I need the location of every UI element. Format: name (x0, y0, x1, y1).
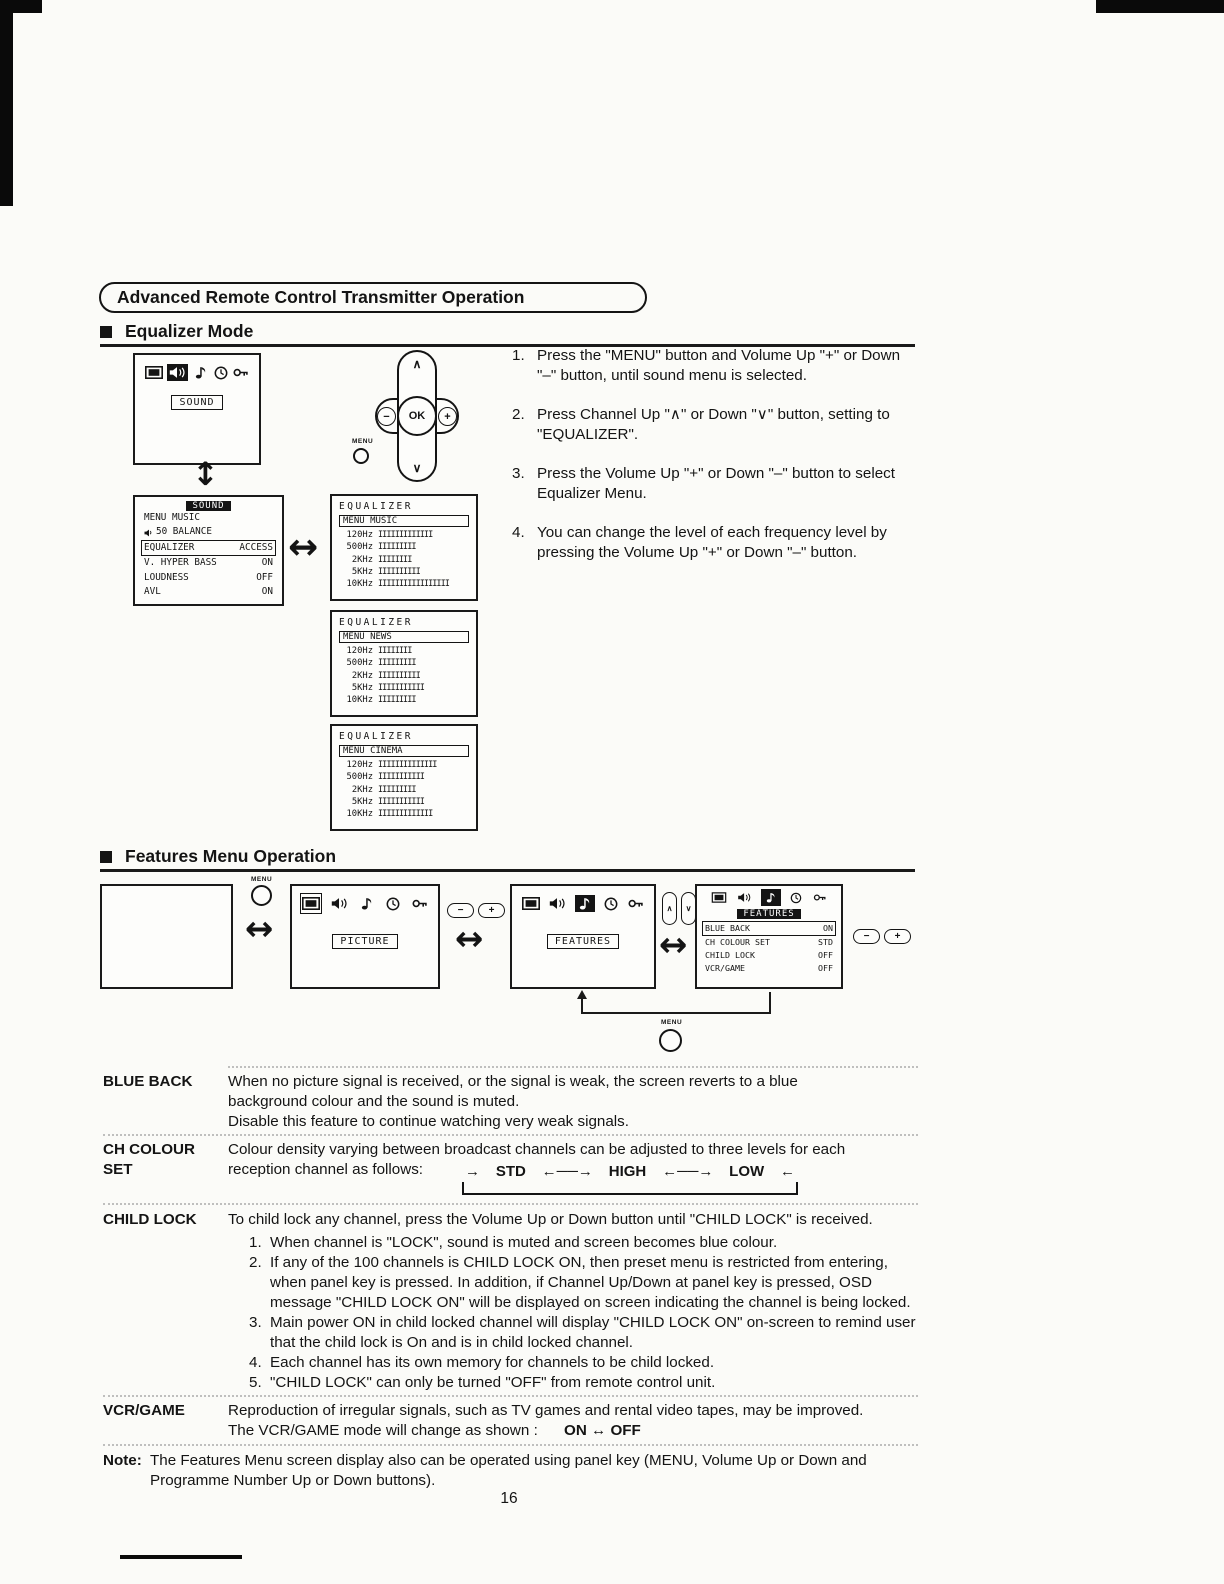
square-bullet-icon (100, 851, 112, 863)
features-menu-title: FEATURES (737, 909, 800, 919)
step-item (512, 346, 920, 386)
menu-button[interactable] (251, 885, 272, 906)
note-text: The Features Menu screen display also can be operated using panel key (MENU, Volume Up or Down and Programme Number Up or Down buttons). (150, 1452, 867, 1490)
scan-artifact (1096, 0, 1224, 13)
osd-menu-row (703, 949, 835, 962)
timer-icon (603, 895, 619, 912)
osd-menu-row (142, 571, 275, 585)
osd-row-label: LOUDNESS (144, 571, 189, 583)
item-text: If any of the 100 channels is CHILD LOCK ON, then preset menu is restricted from entering, when panel key is pressed. In addition, if Channel Up/Down at panel key is pressed, OSD message "CHILD LOCK ON" will be displayed on screen indicating the channel is being locked. (270, 1254, 911, 1312)
osd-menu-row (703, 936, 835, 949)
item-number: 1. (249, 1234, 262, 1251)
eq-band-row: 10KHz IIIIIIIII (346, 695, 416, 706)
step-number: 4. (512, 524, 525, 542)
blue-back-description (228, 1072, 876, 1133)
channel-down-button[interactable]: ∨ (681, 892, 696, 925)
step-item (512, 464, 920, 504)
dotted-divider (228, 1066, 918, 1068)
section-heading-features-menu (100, 846, 336, 867)
osd-menu-row-selected (141, 540, 276, 556)
osd-row-value: STD (818, 936, 833, 947)
dotted-divider (103, 1203, 918, 1205)
page-title-text: Advanced Remote Control Transmitter Operation (117, 287, 525, 307)
timer-icon (385, 895, 401, 912)
osd-menu-row (142, 511, 275, 525)
osd-row-value: ON (823, 923, 833, 933)
picture-icon (145, 364, 163, 381)
dotted-divider (103, 1395, 918, 1397)
picture-icon (522, 895, 540, 912)
osd-row-value: ON (261, 586, 273, 598)
osd-row-label: CHILD LOCK (705, 949, 755, 960)
description-line: Reproduction of irregular signals, such as TV games and rental video tapes, may be improved. (228, 1402, 864, 1419)
osd-icon-bar (512, 886, 654, 912)
menu-button[interactable] (353, 448, 369, 464)
equalizer-osd-cinema (330, 724, 478, 831)
step-text: You can change the level of each frequency level by pressing the Volume Up "+" or Down "–" button. (537, 524, 887, 562)
step-text: Press the Volume Up "+" or Down "–" button to select Equalizer Menu. (537, 465, 895, 503)
arrow-left-icon: ← (780, 1163, 795, 1180)
step-item (512, 405, 920, 445)
features-menu-screen (695, 884, 843, 989)
left-right-arrow: ↔ (659, 925, 688, 965)
features-icon (761, 889, 781, 906)
volume-down-button[interactable]: − (377, 407, 396, 426)
equalizer-menu-name: MENU MUSIC (339, 515, 469, 527)
volume-up-button[interactable]: + (478, 903, 505, 918)
item-text: "CHILD LOCK" can only be turned "OFF" from remote control unit. (270, 1374, 716, 1392)
mode-change-text: The VCR/GAME mode will change as shown : (228, 1422, 538, 1440)
timer-icon (213, 364, 229, 381)
features-osd-screen (510, 884, 656, 989)
osd-row-label: MENU MUSIC (144, 512, 200, 523)
step-text: Press Channel Up "∧" or Down "∨" button, setting to "EQUALIZER". (537, 406, 890, 444)
osd-title: EQUALIZER (339, 617, 413, 628)
left-right-arrow: ↔ (455, 919, 484, 959)
left-right-arrow: ↔ (245, 909, 274, 949)
osd-icon-bar (135, 355, 259, 381)
osd-row-value: OFF (256, 571, 273, 583)
dotted-divider (103, 1134, 918, 1136)
sound-menu-screen (133, 495, 284, 606)
features-icon (193, 364, 209, 381)
step-number: 1. (512, 347, 525, 364)
note-label: Note: (103, 1452, 142, 1469)
timer-icon (788, 889, 804, 906)
ch-colour-cycle-diagram (462, 1164, 798, 1195)
menu-button[interactable] (659, 1029, 682, 1052)
sound-icon (167, 364, 188, 381)
menu-button-label: MENU (251, 876, 273, 883)
section-heading-text: Features Menu Operation (125, 846, 337, 866)
picture-icon (302, 895, 320, 912)
level-std: STD (495, 1163, 526, 1180)
description-line: When no picture signal is received, or the signal is weak, the screen reverts to a blue background colour and the sound is muted. (228, 1073, 798, 1111)
term-line: CH COLOUR (103, 1141, 195, 1158)
child-lock-list (249, 1233, 917, 1394)
osd-menu-row-selected (702, 921, 836, 936)
page-title (99, 282, 647, 313)
eq-band-row: 5KHz IIIIIIIIII (351, 566, 420, 577)
channel-buttons (662, 892, 696, 925)
item-text: When channel is "LOCK", sound is muted and screen becomes blue colour. (270, 1234, 778, 1251)
item-number: 2. (249, 1254, 262, 1272)
osd-menu-row (142, 525, 275, 539)
volume-buttons (447, 903, 505, 918)
volume-down-button[interactable]: − (853, 929, 880, 944)
osd-menu-row (703, 962, 835, 975)
scan-artifact (0, 8, 13, 206)
cycle-text (462, 1164, 798, 1181)
equalizer-menu-name: MENU NEWS (339, 631, 469, 643)
step-item (512, 523, 920, 563)
sound-icon (549, 895, 566, 912)
osd-row-label: CH COLOUR SET (705, 936, 770, 947)
eq-band-row: 5KHz IIIIIIIIIII (351, 796, 424, 807)
note-block (103, 1451, 903, 1491)
menu-button-label: MENU (352, 438, 374, 445)
balance-speaker-icon (144, 528, 153, 537)
volume-buttons (853, 929, 911, 944)
term-child-lock: CHILD LOCK (103, 1211, 197, 1228)
term-ch-colour-set (103, 1140, 195, 1180)
level-low: LOW (729, 1163, 765, 1180)
scan-artifact (120, 1555, 242, 1559)
left-right-arrow: ↔ (288, 527, 319, 568)
level-high: HIGH (608, 1163, 647, 1180)
remote-control-pad (375, 350, 459, 482)
eq-band-row: 500Hz IIIIIIIII (346, 658, 416, 669)
connector-line (581, 1012, 771, 1014)
item-number: 5. (249, 1374, 262, 1392)
item-number: 4. (249, 1354, 262, 1372)
osd-row-label: BLUE BACK (705, 923, 750, 933)
install-icon (812, 889, 828, 906)
channel-up-button[interactable]: ∧ (662, 892, 677, 925)
description-line (228, 1421, 920, 1441)
osd-row-label: V. HYPER BASS (144, 557, 217, 569)
item-text: Each channel has its own memory for channels to be child locked. (270, 1354, 715, 1372)
osd-features-label: FEATURES (547, 934, 619, 949)
osd-menu-row (142, 585, 275, 599)
install-icon (233, 364, 249, 381)
eq-band-row: 2KHz IIIIIIIIII (351, 670, 420, 681)
eq-band-row: 10KHz IIIIIIIIIIIIIIIII (346, 579, 449, 590)
item-number: 3. (249, 1314, 262, 1332)
equalizer-osd-news (330, 610, 478, 717)
osd-row-label: EQUALIZER (144, 541, 195, 553)
term-line: SET (103, 1160, 133, 1178)
dotted-divider (103, 1444, 918, 1446)
list-item (249, 1233, 917, 1253)
link-arrow: ←──→ (662, 1163, 714, 1180)
osd-row-value: OFF (818, 962, 833, 973)
list-item (249, 1353, 917, 1373)
equalizer-menu-name: MENU CINEMA (339, 745, 469, 757)
eq-band-row: 120Hz IIIIIIIIIIIIII (346, 760, 437, 770)
section-heading-text: Equalizer Mode (125, 321, 254, 341)
arrow-right-icon: → (465, 1163, 480, 1180)
eq-band-row: 2KHz IIIIIIII (351, 554, 412, 565)
picture-icon (710, 889, 728, 906)
volume-up-button[interactable]: + (438, 407, 457, 426)
section-heading-equalizer-mode (100, 321, 253, 342)
eq-band-row: 10KHz IIIIIIIIIIIII (346, 809, 433, 820)
eq-band-row: 120Hz IIIIIIII (346, 646, 412, 656)
updown-arrow: ↕ (192, 455, 219, 493)
volume-up-button[interactable]: + (884, 929, 911, 944)
step-text: Press the "MENU" button and Volume Up "+" or Down "–" button, until sound menu is selected. (537, 347, 901, 385)
osd-title: EQUALIZER (339, 731, 413, 742)
osd-icon-bar (292, 886, 438, 912)
sound-menu-title: SOUND (186, 501, 230, 511)
install-icon (412, 895, 428, 912)
section-rule (100, 869, 915, 872)
item-text: Main power ON in child locked channel will display "CHILD LOCK ON" on-screen to remind user that the child lock is On and is in child locked channel. (270, 1314, 916, 1352)
equalizer-osd-music (330, 494, 478, 601)
features-icon (359, 895, 375, 912)
osd-row-label: VCR/GAME (705, 962, 745, 973)
menu-button-label: MENU (661, 1019, 683, 1026)
square-bullet-icon (100, 326, 112, 338)
step-number: 3. (512, 465, 525, 483)
link-arrow: ←──→ (541, 1163, 593, 1180)
eq-band-row: 2KHz IIIIIIIII (351, 784, 416, 795)
term-blue-back: BLUE BACK (103, 1073, 193, 1090)
channel-down-button[interactable]: ∨ (412, 461, 422, 475)
term-vcr-game: VCR/GAME (103, 1402, 185, 1419)
equalizer-steps (512, 346, 920, 583)
osd-menu-row (142, 556, 275, 570)
list-item (249, 1253, 917, 1313)
mode-values: ON ↔ OFF (564, 1422, 641, 1440)
osd-title: EQUALIZER (339, 501, 413, 512)
eq-band-row: 500Hz IIIIIIIII (346, 542, 416, 553)
osd-icon-bar (703, 886, 835, 906)
eq-band-row: 120Hz IIIIIIIIIIIII (346, 530, 433, 540)
osd-row-value: ON (261, 557, 273, 569)
eq-band-row: 5KHz IIIIIIIIIII (351, 682, 424, 693)
osd-picture-label: PICTURE (332, 934, 397, 949)
connector-line (769, 992, 771, 1014)
list-item (249, 1313, 917, 1353)
osd-row-label: 50 BALANCE (144, 525, 212, 539)
osd-sound-label: SOUND (171, 395, 222, 410)
ch-colour-description: Colour density varying between broadcast channels can be adjusted to three levels for each reception channel as follows: (228, 1141, 846, 1179)
sound-icon (331, 895, 348, 912)
volume-down-button[interactable]: − (447, 903, 474, 918)
step-number: 2. (512, 406, 525, 424)
osd-icon-bar-screen (133, 353, 261, 465)
blank-tv-screen (100, 884, 233, 989)
vcr-game-description (228, 1401, 920, 1441)
list-item (249, 1373, 917, 1393)
osd-row-label: AVL (144, 586, 161, 598)
description-line: Disable this feature to continue watching very weak signals. (228, 1113, 629, 1131)
picture-osd-screen (290, 884, 440, 989)
features-icon (575, 895, 595, 912)
osd-row-value: ACCESS (239, 541, 273, 553)
install-icon (628, 895, 644, 912)
osd-row-value: OFF (818, 949, 833, 960)
eq-band-row: 500Hz IIIIIIIIIII (346, 772, 424, 783)
ok-button[interactable]: OK (397, 396, 437, 436)
sound-icon (736, 889, 753, 906)
child-lock-intro: To child lock any channel, press the Volume Up or Down button until "CHILD LOCK" is received. (228, 1211, 873, 1228)
cycle-loop (462, 1182, 798, 1195)
channel-up-button[interactable]: ∧ (412, 357, 422, 371)
page-number: 16 (500, 1490, 518, 1507)
